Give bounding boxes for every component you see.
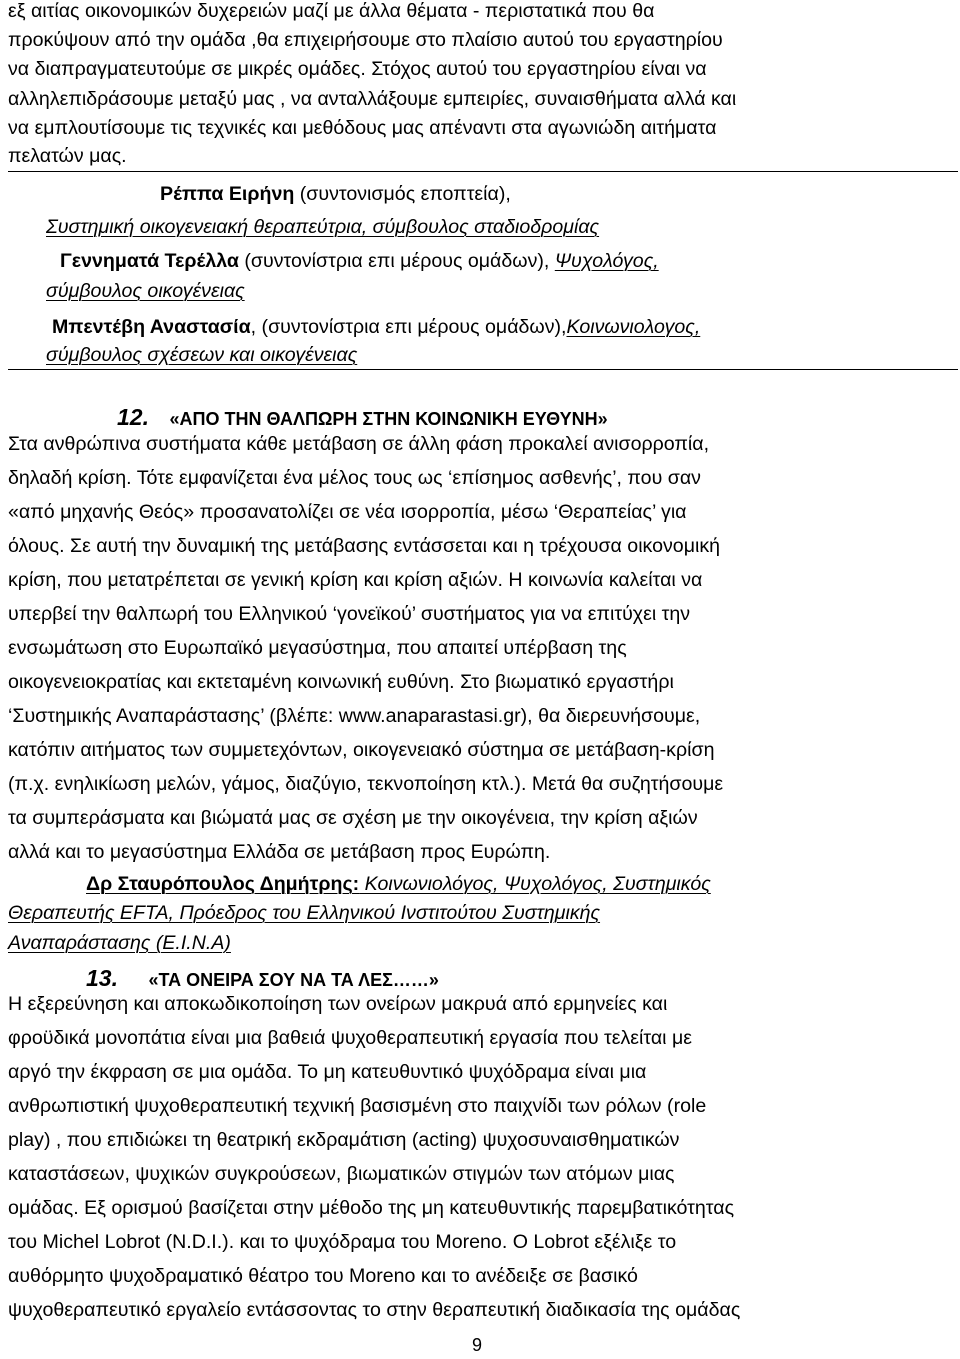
paragraph-line: κρίση, που μετατρέπεται σε γενική κρίση και κρίση αξιών. Η κοινωνία καλείται να — [8, 569, 703, 591]
section-13-heading — [86, 965, 439, 992]
author-title: Κοινωνιολόγος, Ψυχολόγος, Συστημικός — [359, 873, 711, 895]
paragraph-line: ψυχοθεραπευτικό εργαλείο εντάσσοντας το στην θεραπευτική διαδικασία της ομάδας — [8, 1299, 741, 1321]
paragraph-line: κατόπιν αιτήματος των συμμετεχόντων, οικογενειακό σύστημα σε μετάβαση-κρίση — [8, 739, 715, 761]
facilitator-gennimata — [60, 250, 659, 273]
paragraph-line: ‘Συστημικής Αναπαράστασης’ (βλέπε: www.anaparastasi.gr), θα διερευνήσουμε, — [8, 705, 701, 727]
author-title: Θεραπευτής EFTA, Πρόεδρος του Ελληνικού Ινστιτούτου Συστημικής — [8, 902, 601, 924]
top-border-line — [8, 171, 958, 172]
section-number: 13. — [86, 965, 118, 991]
intro-line: εξ αιτίας οικονομικών δυχερειών μαζί με άλλα θέματα - περιστατικά που θα — [8, 0, 655, 22]
facilitator-name: Γεννηματά Τερέλλα — [60, 250, 239, 272]
facilitator-title: Κοινωνιολογος, — [566, 316, 701, 338]
intro-line: προκύψουν από την ομάδα ,θα επιχειρήσουμε στο πλαίσιο αυτού του εργαστηρίου — [8, 29, 723, 51]
facilitator-role: , (συντονίστρια επι μέρους ομάδων), — [250, 316, 567, 338]
paragraph-line: του Michel Lobrot (N.D.I.). και το ψυχόδραμα του Moreno. Ο Lobrot εξέλιξε το — [8, 1231, 677, 1253]
paragraph-line: αυθόρμητο ψυχοδραματικό θέατρο του Moreno και το ανέδειξε σε βασικό — [8, 1265, 638, 1287]
section-title: «ΤΑ ΟΝΕΙΡΑ ΣΟΥ ΝΑ ΤΑ ΛΕΣ……» — [148, 970, 439, 990]
paragraph-line: φροϋδικά μονοπάτια είναι μια βαθειά ψυχοθεραπευτική εργασία που τελείται με — [8, 1027, 693, 1049]
facilitator-role: (συντονισμός εποπτεία), — [294, 183, 511, 205]
page-number: 9 — [472, 1335, 483, 1355]
paragraph-line: καταστάσεων, ψυχικών συγκρούσεων, βιωματικών στιγμών των ατόμων μιας — [8, 1163, 675, 1185]
paragraph-line: όλους. Σε αυτή την δυναμική της μετάβασης εντάσσεται και η τρέχουσα οικονομική — [8, 535, 721, 557]
facilitator-title: σύμβουλος σχέσεων και οικογένειας — [46, 344, 358, 366]
intro-line: να εμπλουτίσουμε τις τεχνικές και μεθόδους μας απέναντι στα αγωνιώδη αιτήματα — [8, 117, 717, 139]
paragraph-line: υπερβεί την θαλπωρή του Ελληνικού ‘γονεϊκού’ συστήματος για να επιτύχει την — [8, 603, 691, 625]
paragraph-line: ανθρωπιστική ψυχοθεραπευτική τεχνική βασισμένη στο παιχνίδι των ρόλων (role — [8, 1095, 707, 1117]
facilitator-name: Ρέππα Ειρήνη — [160, 183, 295, 205]
facilitator-title: Ψυχολόγος, — [554, 250, 659, 272]
facilitator-name: Μπεντέβη Αναστασία — [52, 316, 251, 338]
facilitator-title: σύμβουλος οικογένειας — [46, 280, 245, 302]
paragraph-line: αλλά και το μεγασύστημα Ελλάδα σε μετάβαση προς Ευρώπη. — [8, 841, 551, 863]
paragraph-line: (π.χ. ενηλικίωση μελών, γάμος, διαζύγιο, τεκνοποίηση κτλ.). Μετά θα συζητήσουμε — [8, 773, 724, 795]
section-title: «ΑΠΟ ΤΗΝ ΘΑΛΠΩΡΗ ΣΤΗΝ ΚΟΙΝΩΝΙΚΗ ΕΥΘΥΝΗ» — [169, 409, 608, 429]
paragraph-line: «από μηχανής Θεός» προσανατολίζει σε νέα ισορροπία, μέσω ‘Θεραπείας’ για — [8, 501, 687, 523]
author-line — [86, 873, 711, 896]
facilitator-role: (συντονίστρια επι μέρους ομάδων), — [238, 250, 555, 272]
intro-line: να διαπραγματευτούμε σε μικρές ομάδες. Στόχος αυτού του εργαστηρίου είναι να — [8, 58, 707, 80]
section-number: 12. — [117, 404, 149, 430]
author-name: Δρ Σταυρόπουλος Δημήτρης: — [86, 873, 360, 895]
author-title: Αναπαράστασης (Ε.Ι.Ν.Α) — [8, 932, 231, 954]
paragraph-line: δηλαδή κρίση. Τότε εμφανίζεται ένα μέλος τους ως ‘επίσημος ασθενής’, που σαν — [8, 467, 701, 489]
paragraph-line: τα συμπεράσματα και βιώματά μας σε σχέση με την οικογένεια, την κρίση αξιών — [8, 807, 698, 829]
intro-line: αλληλεπιδράσουμε μεταξύ μας , να ανταλλάξουμε εμπειρίες, συναισθήματα αλλά και — [8, 88, 737, 110]
facilitator-title: Συστημική οικογενειακή θεραπεύτρια, σύμβουλος σταδιοδρομίας — [46, 216, 600, 238]
intro-line: πελατών μας. — [8, 145, 127, 167]
section-12-heading — [117, 404, 608, 431]
paragraph-line: Η εξερεύνηση και αποκωδικοποίηση των ονείρων μακρυά από ερμηνείες και — [8, 993, 668, 1015]
paragraph-line: play) , που επιδιώκει τη θεατρική εκδραμάτιση (acting) ψυχοσυναισθηματικών — [8, 1129, 680, 1151]
paragraph-line: οικογενειοκρατίας και εκτεταμένη κοινωνική ευθύνη. Στο βιωματικό εργαστήρι — [8, 671, 674, 693]
bottom-border-line — [8, 369, 958, 370]
paragraph-line: ενσωμάτωση στο Ευρωπαϊκό μεγασύστημα, που απαιτεί υπέρβαση της — [8, 637, 627, 659]
facilitator-reppa — [160, 183, 511, 206]
paragraph-line: ομάδας. Εξ ορισμού βασίζεται στην μέθοδο της μη κατευθυντικής παρεμβατικότητας — [8, 1197, 735, 1219]
paragraph-line: Στα ανθρώπινα συστήματα κάθε μετάβαση σε άλλη φάση προκαλεί ανισορροπία, — [8, 433, 710, 455]
facilitator-mpentevi — [52, 316, 700, 339]
paragraph-line: αργό την έκφραση σε μια ομάδα. Το μη κατευθυντικό ψυχόδραμα είναι μια — [8, 1061, 647, 1083]
